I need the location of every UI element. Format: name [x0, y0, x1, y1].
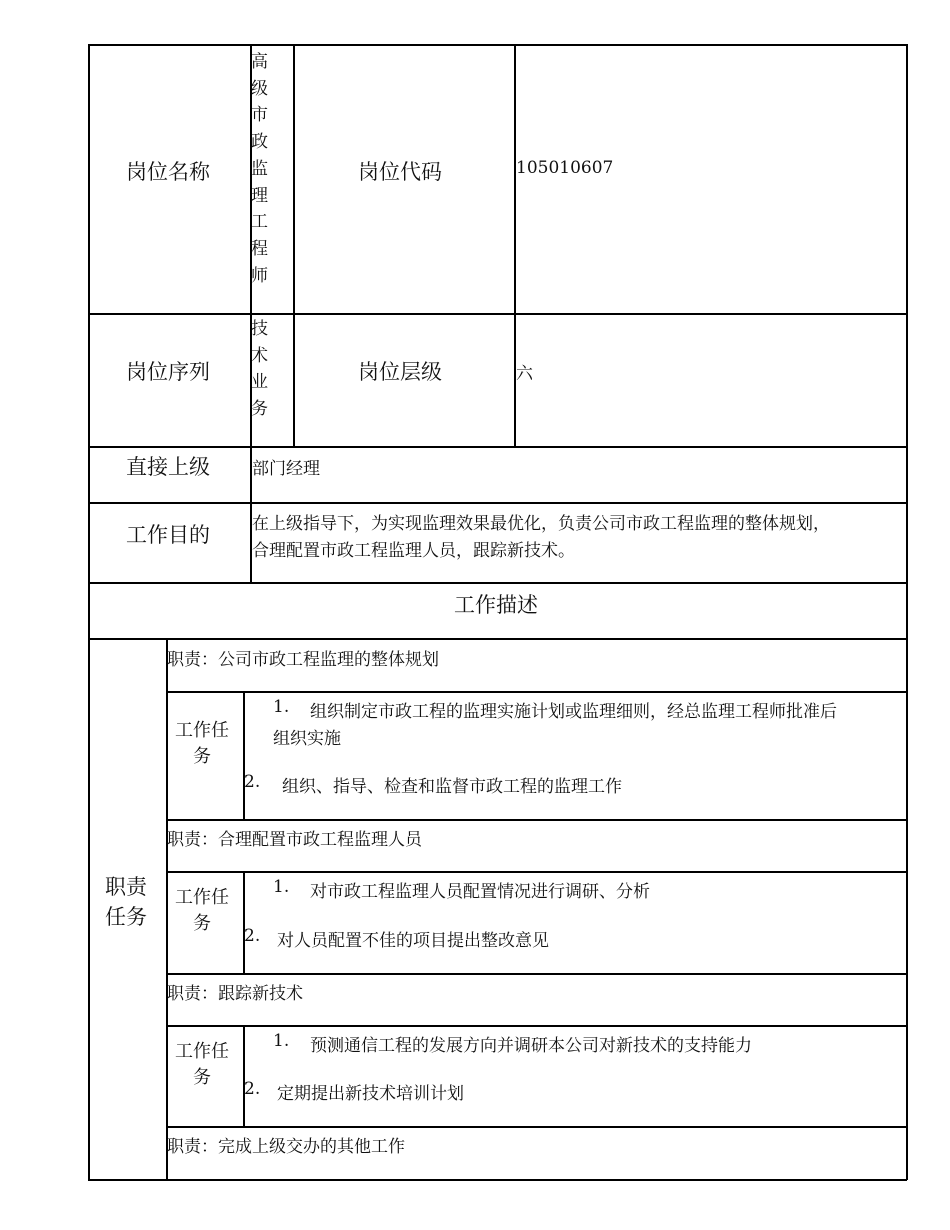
- position-code-value: 105010607: [516, 158, 614, 178]
- position-name-value: 高级市政监理工程师: [251, 52, 268, 286]
- duty-side-label-2: 任务: [105, 905, 147, 929]
- duty-3-task-1-number: 1.: [273, 1031, 290, 1051]
- position-code-label: 岗位代码: [358, 160, 442, 184]
- direct-superior-label: 直接上级: [126, 455, 210, 479]
- position-level-value: 六: [516, 364, 533, 384]
- duty-2-task-1-number: 1.: [273, 877, 290, 897]
- border-right: [906, 44, 908, 1180]
- duty-2-task-2-number: 2.: [244, 926, 261, 946]
- task-label-1: 工作任 务: [175, 720, 229, 767]
- duty-3-task-2: 定期提出新技术培训计划: [277, 1084, 464, 1104]
- duty-title-2: 职责：合理配置市政工程监理人员: [167, 830, 422, 850]
- duty-1-task-1-line-2: 组织实施: [273, 729, 341, 749]
- duty-side-label-1: 职责: [105, 875, 147, 899]
- position-sequence-label: 岗位序列: [126, 360, 210, 384]
- duty-2-task-2: 对人员配置不佳的项目提出整改意见: [277, 931, 549, 951]
- border-left: [88, 44, 90, 1180]
- duty-title-1: 职责：公司市政工程监理的整体规划: [167, 650, 439, 670]
- position-level-label: 岗位层级: [358, 360, 442, 384]
- border-bottom: [88, 1179, 907, 1181]
- duty-3-task-1-line-1: 预测通信工程的发展方向并调研本公司对新技术的支持能力: [310, 1036, 752, 1056]
- border-top: [88, 44, 907, 46]
- work-purpose-line-2: 合理配置市政工程监理人员，跟踪新技术。: [252, 541, 575, 561]
- task-label-3: 工作任 务: [175, 1041, 229, 1088]
- duty-2-task-1-line-1: 对市政工程监理人员配置情况进行调研、分析: [310, 882, 650, 902]
- duty-1-task-1-number: 1.: [273, 697, 290, 717]
- task-label-2: 工作任 务: [175, 887, 229, 934]
- duty-1-task-2: 组织、指导、检查和监督市政工程的监理工作: [282, 777, 622, 797]
- work-description-title: 工作描述: [454, 593, 538, 617]
- duty-1-task-1-line-1: 组织制定市政工程的监理实施计划或监理细则，经总监理工程师批准后: [310, 702, 837, 722]
- position-sequence-value: 技术业务: [251, 319, 268, 420]
- work-purpose-line-1: 在上级指导下，为实现监理效果最优化，负责公司市政工程监理的整体规划，: [252, 514, 830, 534]
- duty-title-4: 职责：完成上级交办的其他工作: [167, 1137, 405, 1157]
- duty-1-task-2-number: 2.: [244, 772, 261, 792]
- duty-3-task-2-number: 2.: [244, 1079, 261, 1099]
- work-purpose-label: 工作目的: [126, 523, 210, 547]
- duty-title-3: 职责：跟踪新技术: [167, 984, 303, 1004]
- direct-superior-value: 部门经理: [252, 459, 320, 479]
- position-name-label: 岗位名称: [126, 160, 210, 184]
